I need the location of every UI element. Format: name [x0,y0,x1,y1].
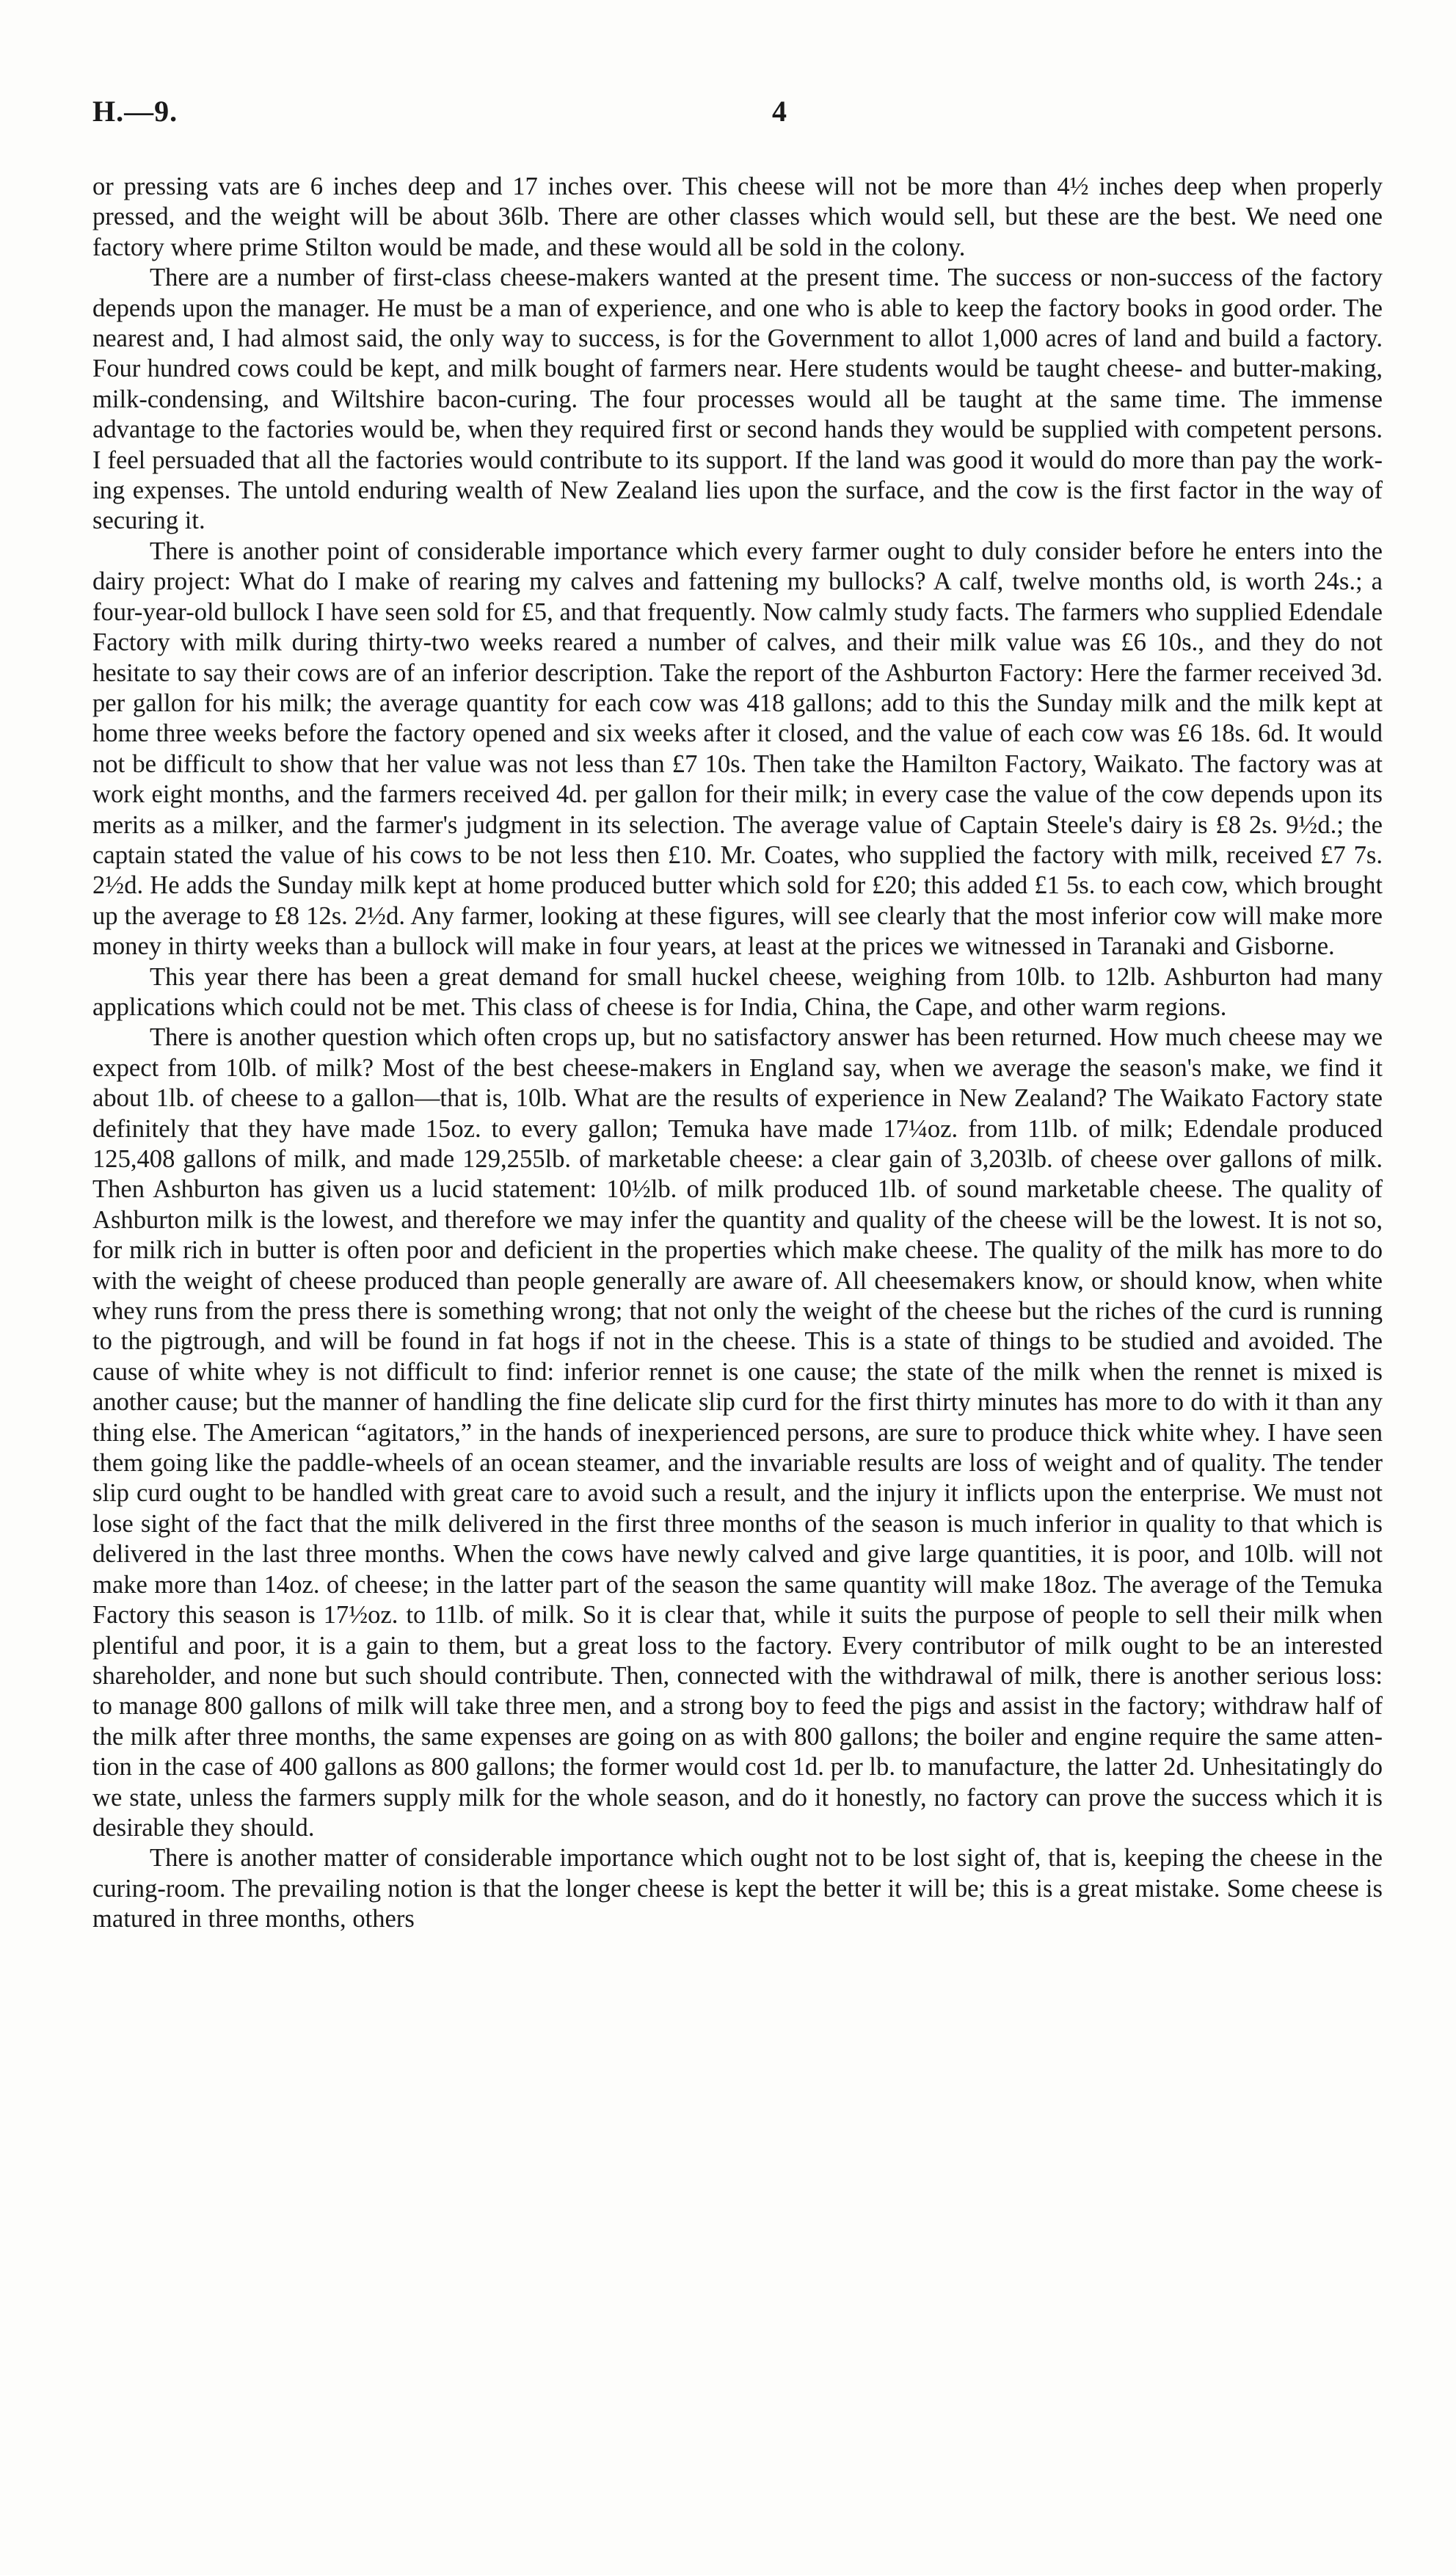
page-header [88,94,1380,138]
paragraph-cheese-yield: There is another question which often crops up, but no satisfactory answer has been returned. How much cheese may we expect from 10lb. of milk? Most of the best cheese-makers in England say, when we average the season's make, we find it about 1lb. of cheese to a gallon—that is, 10lb. What are the results of experience in New Zealand? The Waikato Factory state definitely that they have made 15oz. to every gallon; Temuka have made 17¼oz. from 11lb. of milk; Edendale produced 125,408 gallons of milk, and made 129,255lb. of marketable cheese: a clear gain of 3,203lb. of cheese over gallons of milk. Then Ashburton has given us a lucid statement: 10½lb. of milk produced 1lb. of sound marketable cheese. The quality of Ashburton milk is the lowest, and therefore we may infer the quantity and quality of the cheese will be the lowest. It is not so, for milk rich in butter is often poor and deficient in the properties which make cheese. The quality of the milk has more to do with the weight of cheese produced than people generally are aware of. All cheesemakers know, or should know, when white whey runs from the press there is something wrong; that not only the weight of the cheese but the riches of the curd is running to the pigtrough, and will be found in fat hogs if not in the cheese. This is a state of things to be studied and avoided. The cause of white whey is not difficult to find: inferior rennet is one cause; the state of the milk when the rennet is mixed is another cause; but the manner of handling the fine delicate slip curd for the first thirty minutes has more to do with it than any thing else. The American “agitators,” in the hands of inexperienced persons, are sure to produce thick white whey. I have seen them going like the paddle-wheels of an ocean steamer, and the invariable results are loss of weight and of quality. The tender slip curd ought to be handled with great care to avoid such a result, and the injury it inflicts upon the enterprise. We must not lose sight of the fact that the milk delivered in the first three months of the season is much inferior in quality to that which is delivered in the last three months. When the cows have newly calved and give large quantities, it is poor, and 10lb. will not make more than 14oz. of cheese; in the latter part of the season the same quantity will make 18oz. The average of the Temuka Factory this season is 17½oz. to 11lb. of milk. So it is clear that, while it suits the purpose of people to sell their milk when plentiful and poor, it is a gain to them, but a great loss to the factory. Every contributor of milk ought to be an interested shareholder, and none but such should contribute. Then, connected with the withdrawal of milk, there is another serious loss: to manage 800 gallons of milk will take three men, and a strong boy to feed the pigs and assist in the factory; withdraw half of the milk after three months, the same expenses are going on as with 800 gallons; the boiler and engine require the same attention in the case of 400 gallons as 800 gallons; the former would cost 1d. per lb. to manufacture, the latter 2d. Unhesitatingly do we state, unless the farmers supply milk for the whole season, and do it honestly, no factory can prove the success which it is desirable they should. [92,1023,1383,1842]
body-text [92,172,1383,1935]
paragraph-curing-room: There is another matter of considerable importance which ought not to be lost sight of, that is, keeping the cheese in the curing-room. The prevailing notion is that the longer cheese is kept the better it will be; this is a great mistake. Some cheese is matured in three months, others [92,1844,1383,1933]
paragraph-continued: or pressing vats are 6 inches deep and 17 inches over. This cheese will not be more than 4½ inches deep when properly pressed, and the weight will be about 36lb. There are other classes which would sell, but these are the best. We need one factory where prime Stilton would be made, and these would all be sold in the colony. [92,172,1383,261]
paragraph-huckel-cheese: This year there has been a great demand for small huckel cheese, weighing from 10lb. to 12lb. Ashburton had many applications which could not be met. This class of cheese is for India, China, the Cape, and other warm regions. [92,962,1383,1021]
document-reference: H.—9. [92,95,178,128]
paragraph-calves-and-bullocks: There is another point of considerable importance which every farmer ought to duly consider before he enters into the dairy project: What do I make of rearing my calves and fattening my bullocks? A calf, twelve months old, is worth 24s.; a four-year-old bullock I have seen sold for £5, and that frequently. Now calmly study facts. The farmers who supplied Edendale Factory with milk during thirty-two weeks reared a number of calves, and their milk value was £6 10s., and they do not hesitate to say their cows are of an inferior description. Take the report of the Ashburton Factory: Here the farmer received 3d. per gallon for his milk; the average quantity for each cow was 418 gallons; add to this the Sunday milk and the milk kept at home three weeks before the factory opened and six weeks after it closed, and the value of each cow was £6 18s. 6d. It would not be difficult to show that her value was not less than £7 10s. Then take the Hamilton Factory, Waikato. The factory was at work eight months, and the farmers received 4d. per gallon for their milk; in every case the value of the cow depends upon its merits as a milker, and the farmer's judgment in its selection. The average value of Captain Steele's dairy is £8 2s. 9½d.; the captain stated the value of his cows to be not less then £10. Mr. Coates, who supplied the factory with milk, received £7 7s. 2½d. He adds the Sunday milk kept at home produced butter which sold for £20; this added £1 5s. to each cow, which brought up the average to £8 12s. 2½d. Any farmer, looking at these figures, will see clearly that the most inferior cow will make more money in thirty weeks than a bullock will make in four years, at least at the prices we witnessed in Taranaki and Gisborne. [92,537,1383,961]
paragraph-cheese-makers: There are a number of first-class cheese-makers wanted at the present time. The success or non-success of the factory depends upon the manager. He must be a man of experience, and one who is able to keep the factory books in good order. The nearest and, I had almost said, the only way to success, is for the Government to allot 1,000 acres of land and build a factory. Four hundred cows could be kept, and milk bought of farmers near. Here students would be taught cheese- and butter-making, milk-condensing, and Wiltshire bacon-curing. The four processes would all be taught at the same time. The immense advantage to the factories would be, when they required first or second hands they would be supplied with competent persons. I feel persuaded that all the factories would contribute to its support. If the land was good it would do more than pay the working expenses. The untold enduring wealth of New Zealand lies upon the surface, and the cow is the first factor in the way of securing it. [92,264,1383,535]
page-number: 4 [772,95,787,128]
